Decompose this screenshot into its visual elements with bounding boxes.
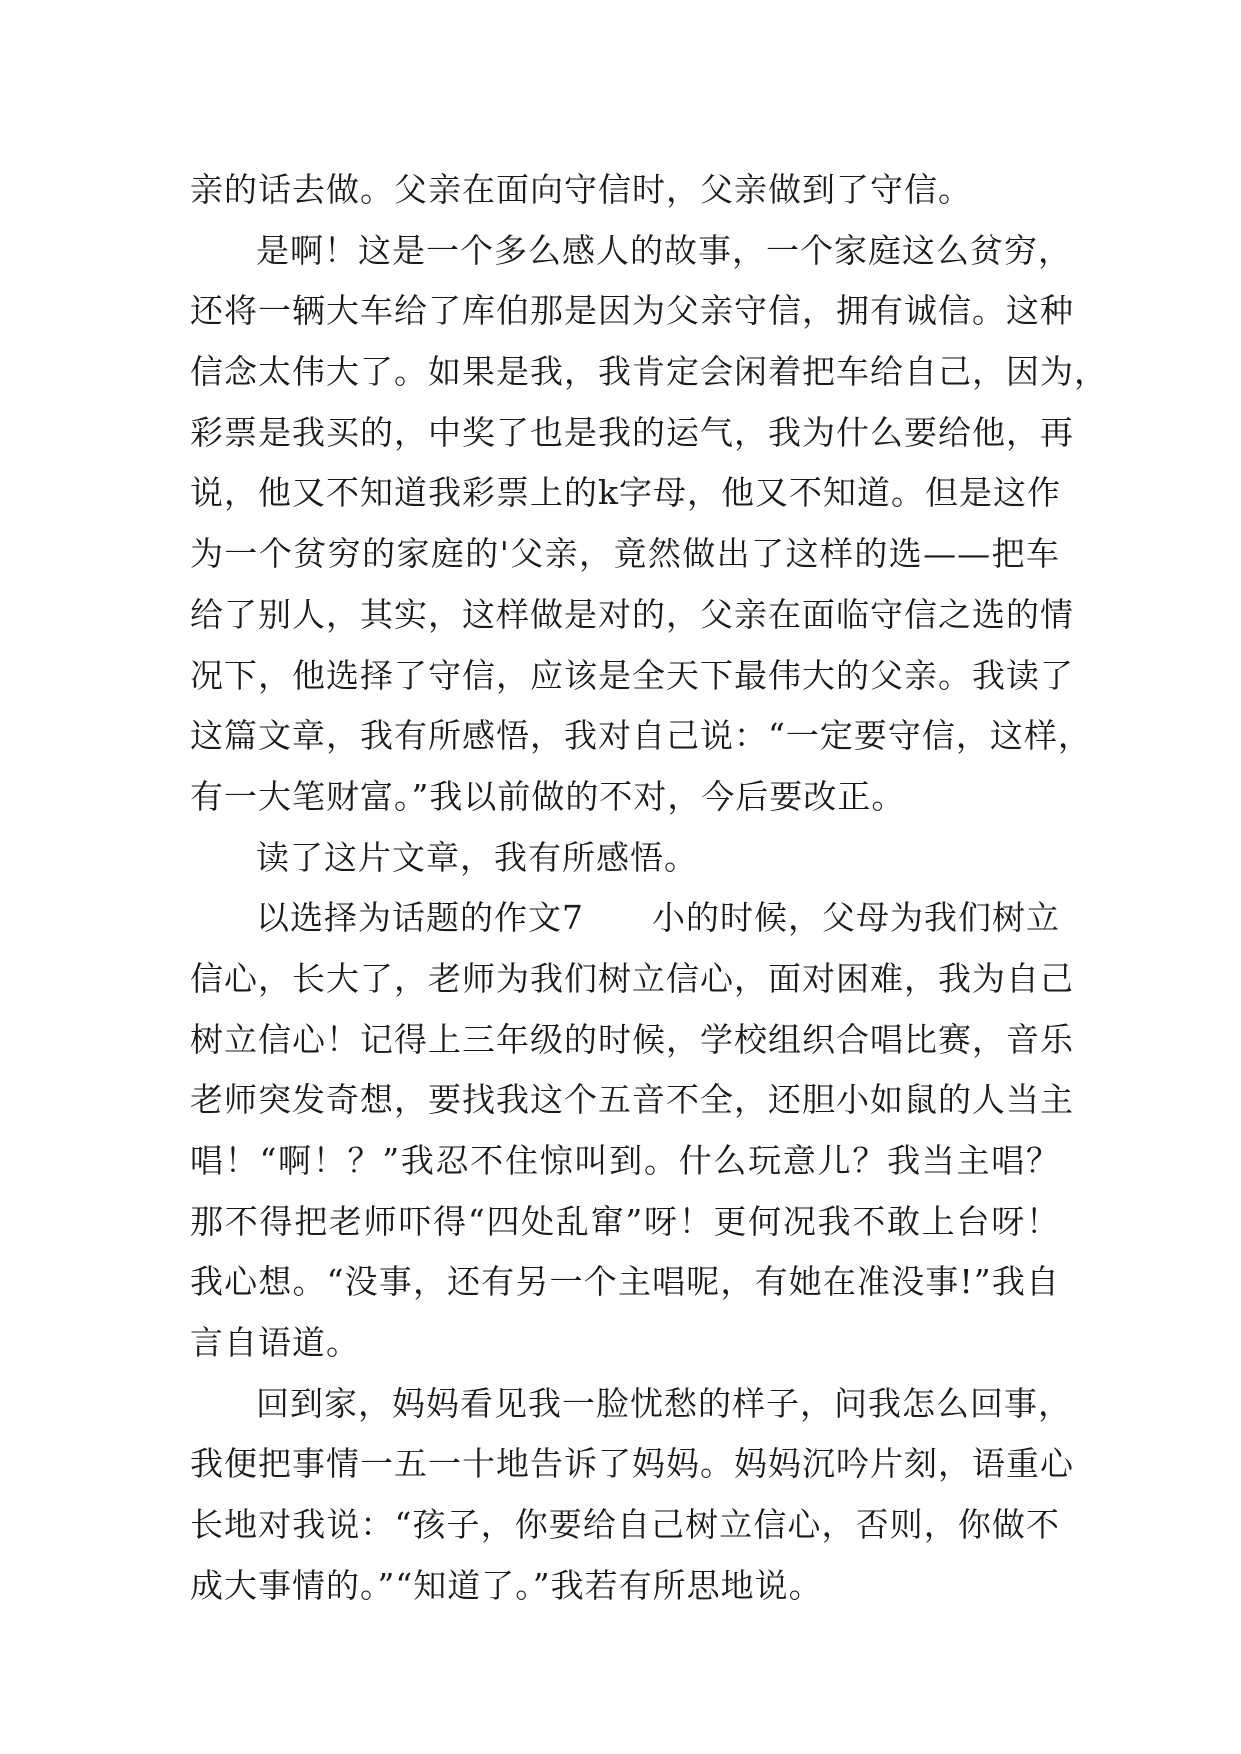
text-line: 彩票是我买的，中奖了也是我的运气，我为什么要给他，再 [190, 412, 1074, 452]
text-line: 这篇文章，我有所感悟，我对自己说：“一定要守信，这样， [190, 716, 1092, 756]
text-line: 回到家，妈妈看见我一脸忧愁的样子，问我怎么回事， [256, 1383, 1072, 1423]
text-line: 信念太伟大了。如果是我，我肯定会闲着把车给自己，因为， [190, 352, 1108, 392]
text-line: 说，他又不知道我彩票上的k字母，他又不知道。但是这作 [190, 473, 1061, 513]
text-line: 成大事情的。”“知道了。”我若有所思地说。 [190, 1565, 823, 1605]
essay-text [190, 160, 1108, 1617]
text-line: 还将一辆大车给了库伯那是因为父亲守信，拥有诚信。这种 [190, 291, 1074, 331]
text-line: 我便把事情一五一十地告诉了妈妈。妈妈沉吟片刻，语重心 [190, 1444, 1074, 1484]
text-line: 我心想。“没事，还有另一个主唱呢，有她在准没事!”我自 [190, 1262, 1060, 1302]
text-line: 为一个贫穷的家庭的'父亲，竟然做出了这样的选——把车 [190, 534, 1060, 574]
text-line: 亲的话去做。父亲在面向守信时，父亲做到了守信。 [190, 170, 972, 209]
text-line: 长地对我说：“孩子，你要给自己树立信心，否则，你做不 [190, 1505, 1060, 1545]
text-line: 是啊！这是一个多么感人的故事，一个家庭这么贫穷， [256, 230, 1072, 270]
text-line: 给了别人，其实，这样做是对的，父亲在面临守信之选的情 [190, 594, 1074, 634]
text-line: 况下，他选择了守信，应该是全天下最伟大的父亲。我读了 [190, 655, 1074, 695]
text-line: 老师突发奇想，要找我这个五音不全，还胆小如鼠的人当主 [190, 1080, 1074, 1120]
text-line: 那不得把老师吓得“四处乱窜”呀！更何况我不敢上台呀！ [190, 1201, 1060, 1241]
text-line: 以选择为话题的作文7 小的时候，父母为我们树立 [256, 898, 1060, 938]
text-line: 信心，长大了，老师为我们树立信心，面对困难，我为自己 [190, 958, 1074, 998]
text-line: 言自语道。 [190, 1323, 360, 1363]
text-line: 有一大笔财富。”我以前做的不对，今后要改正。 [190, 776, 906, 816]
text-line: 读了这片文章，我有所感悟。 [256, 837, 698, 877]
text-line: 唱！“啊！？”我忍不住惊叫到。什么玩意儿？我当主唱？ [190, 1141, 1060, 1180]
text-line: 树立信心！记得上三年级的时候，学校组织合唱比赛，音乐 [190, 1019, 1074, 1059]
